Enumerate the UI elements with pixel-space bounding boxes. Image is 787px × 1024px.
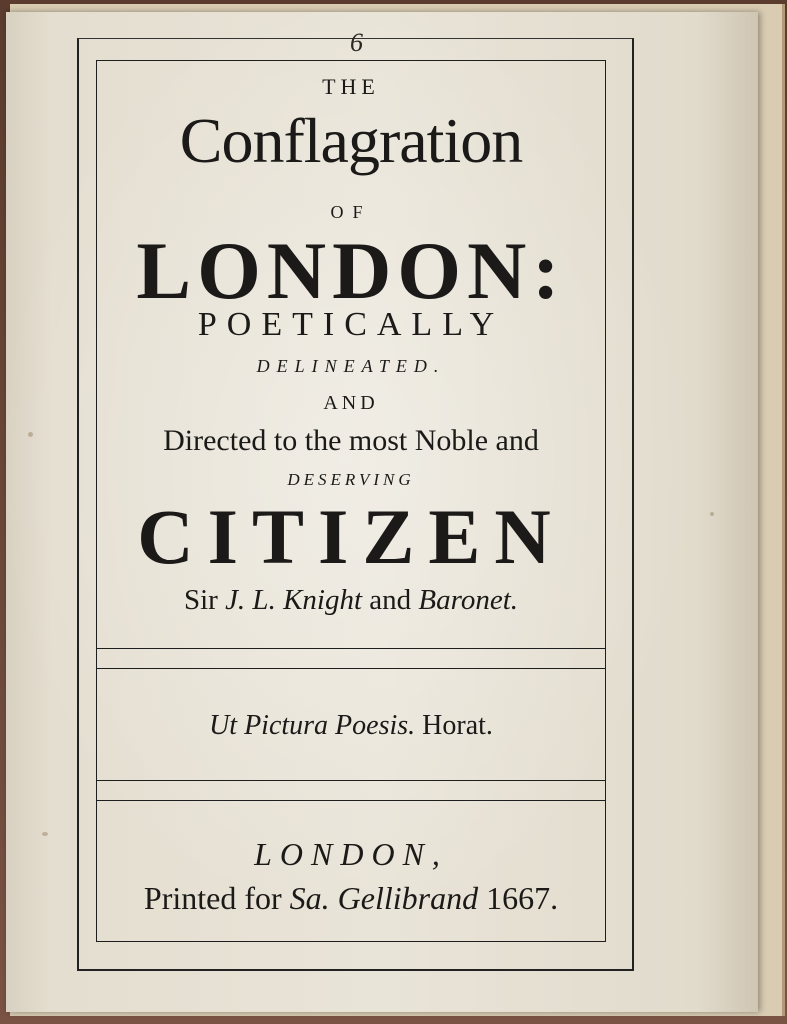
divider-rule-top-2 [96,668,606,669]
dedicatee-baronet: Baronet. [418,584,519,616]
divider-rule-top-1 [96,648,606,649]
dedicatee-initials: J. L. [225,584,276,616]
foxing-spot [42,832,48,836]
foxing-spot [28,432,33,437]
title-the: THE [322,74,380,99]
title-page [6,12,758,1012]
dedication-deserving: DESERVING [287,470,415,489]
divider-rule-bottom-2 [96,800,606,801]
imprint-line [96,880,606,917]
dedication-citizen: CITIZEN [137,493,565,580]
dedicatee-and: and [362,584,419,616]
foxing-spot [710,512,714,516]
dedicatee-prefix: Sir [183,584,226,616]
title-conflagration: Conflagration [179,105,523,176]
title-of: OF [330,202,372,222]
epigraph-author: Horat. [415,710,493,741]
subtitle-poetically: POETICALLY [197,306,505,343]
dedication-line: Directed to the most Noble and [163,424,539,457]
line-and: AND [323,392,379,414]
page-corner-mark: 6 [350,28,363,57]
dedicatee-knight: Knight [283,584,363,616]
subtitle-delineated: DELINEATED. [256,356,446,376]
divider-rule-bottom-1 [96,780,606,781]
imprint-year: 1667. [478,880,559,916]
imprint-printed-for: Printed for [143,880,290,916]
imprint-city: LONDON, [254,836,448,872]
dedicatee-line [96,584,606,617]
imprint-printer: Sa. Gellibrand [289,880,479,916]
title-london: LONDON: [136,225,566,316]
epigraph [96,710,606,742]
epigraph-latin: Ut Pictura Poesis. [209,710,416,741]
